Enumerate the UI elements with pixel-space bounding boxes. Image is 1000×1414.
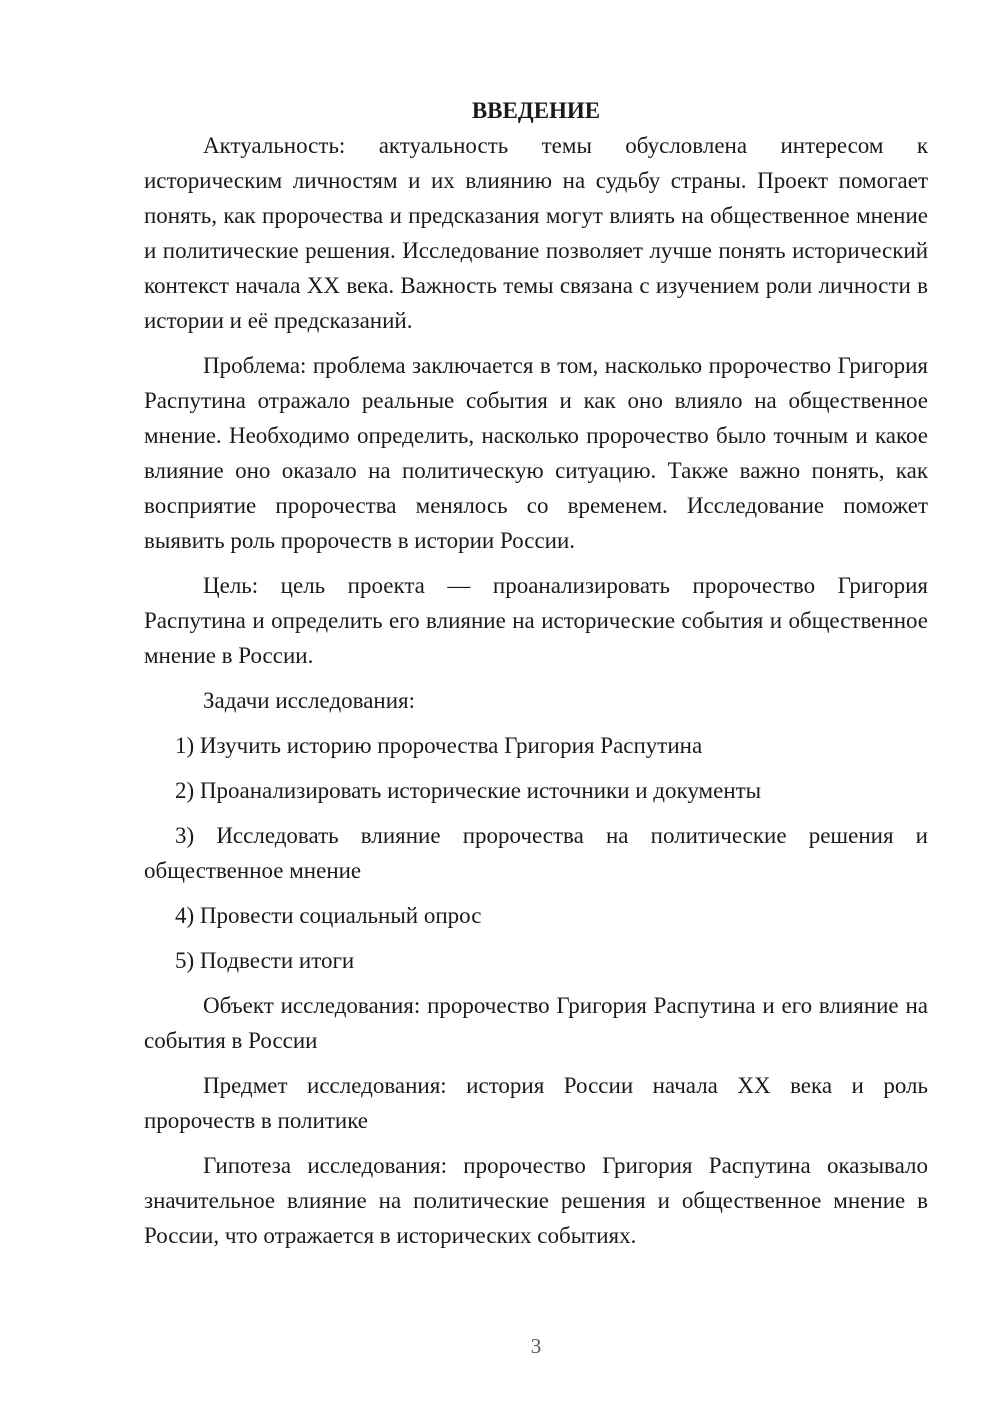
relevance-paragraph: Актуальность: актуальность темы обусловлена интересом к историческим личностям и их влиянию на судьбу страны. Проект помогает понять, как пророчества и предсказания могут влиять на общественное мнение и политические решения. Исследование позволяет лучше понять исторический контекст начала XX века. Важность темы связана с изучением роли личности в истории и её предсказаний. bbox=[144, 133, 928, 333]
tasks-heading: Задачи исследования: bbox=[203, 688, 416, 713]
section-title: ВВЕДЕНИЕ bbox=[471, 98, 601, 123]
goal-paragraph: Цель: цель проекта — проанализировать пророчество Григория Распутина и определить его влияние на исторические события и общественное мнение в России. bbox=[144, 573, 928, 668]
list-item: 1) Изучить историю пророчества Григория Распутина bbox=[175, 733, 703, 758]
list-item: 3) Исследовать влияние пророчества на политические решения и общественное мнение bbox=[144, 823, 928, 883]
object-paragraph: Объект исследования: пророчество Григория Распутина и его влияние на события в России bbox=[144, 993, 928, 1053]
subject-paragraph: Предмет исследования: история России начала XX века и роль пророчеств в политике bbox=[144, 1073, 928, 1133]
list-item: 4) Провести социальный опрос bbox=[175, 903, 482, 928]
list-item: 2) Проанализировать исторические источники и документы bbox=[175, 778, 762, 803]
document-body bbox=[144, 93, 928, 1253]
tasks-list bbox=[144, 728, 928, 978]
problem-paragraph: Проблема: проблема заключается в том, насколько пророчество Григория Распутина отражало реальные события и как оно влияло на общественное мнение. Необходимо определить, насколько пророчество было точным и какое влияние оно оказало на политическую ситуацию. Также важно понять, как восприятие пророчества менялось со временем. Исследование поможет выявить роль пророчеств в истории России. bbox=[144, 353, 928, 553]
page-number: 3 bbox=[530, 1334, 542, 1358]
list-item: 5) Подвести итоги bbox=[175, 948, 355, 973]
hypothesis-paragraph: Гипотеза исследования: пророчество Григория Распутина оказывало значительное влияние на политические решения и общественное мнение в России, что отражается в исторических событиях. bbox=[144, 1153, 928, 1248]
